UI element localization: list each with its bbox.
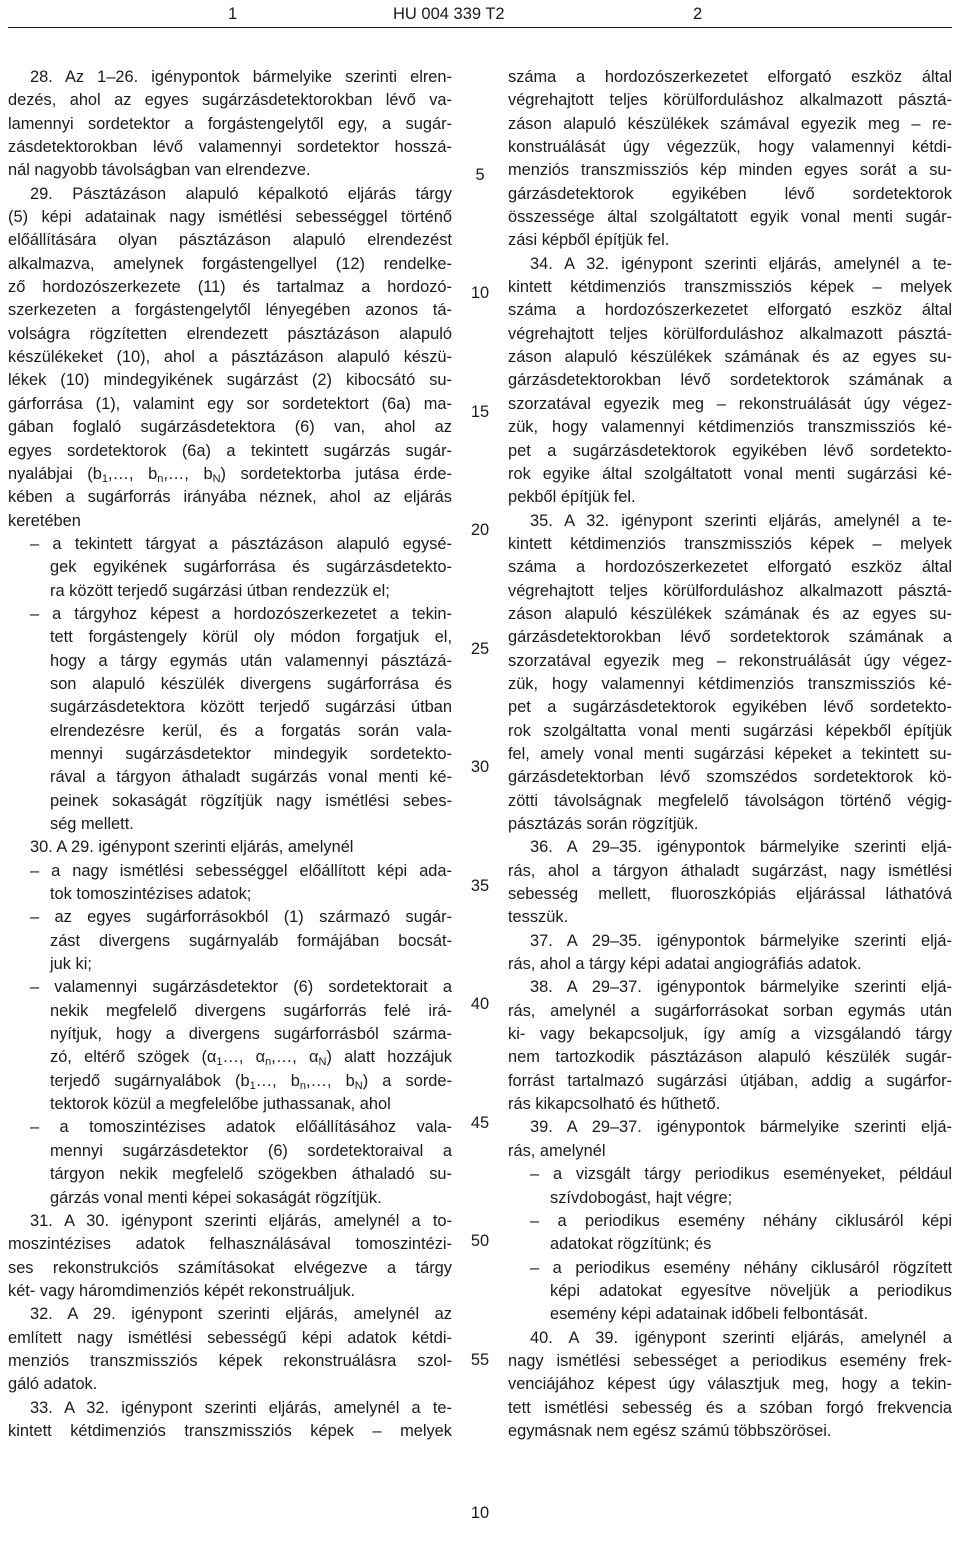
text-line: fel, amely vonal menti sugárzási képeket a tekintett su- (508, 744, 952, 763)
text-line: – a periodikus esemény néhány ciklusáról rögzített (530, 1258, 952, 1277)
text-line: 34. A 32. igénypont szerinti eljárás, amelynél a te- (530, 254, 952, 273)
text-line: kintett kétdimenziós transzmissziós képek – melyek (508, 278, 952, 297)
text-line: zásdetektorokban lévő valamennyi sordetektor hosszá- (8, 138, 452, 157)
text-line: – az egyes sugárforrásokból (1) származó sugár- (30, 908, 452, 927)
text-line: képi adatokat egyesítve növeljük a periodikus (550, 1281, 952, 1300)
text-line: kében a sugárforrás irányába néznek, ahol az eljárás (8, 488, 452, 507)
text-line: ség mellett. (50, 815, 134, 833)
text-line: (5) képi adatainak nagy ismétlési sebességgel történő (8, 208, 452, 227)
text-line: rás, amelynél (508, 1141, 606, 1160)
text-line: nyalábjai ($b_1,\dots$, $b_n,\dots$, $b_N$) sordetektorba jutása érde- (8, 464, 452, 485)
text-line: egymásnak nem egész számú többszörösei. (508, 1421, 832, 1440)
text-line: rok egyike által szolgáltatott vonal menti sugárzási ké- (508, 464, 952, 483)
line-number: 35 (470, 877, 490, 895)
text-line: lékek (10) mindegyikének sugárzást (2) kibocsátó su- (8, 371, 452, 390)
right-column (508, 66, 952, 1443)
footer-page-number: 10 (470, 1504, 490, 1522)
text-line: 38. A 29–37. igénypontok bármelyike szerinti eljá- (530, 978, 952, 997)
text-line: 40. A 39. igénypont szerinti eljárás, amelynél a (530, 1328, 952, 1347)
text-line: rás, ahol a tárgyon áthaladt sugárzást, nagy ismétlési (508, 861, 952, 880)
header-document-id: HU 004 339 T2 (393, 5, 505, 23)
text-line: tektorok közül a megfelelőbe juthassanak, ahol (50, 1095, 391, 1114)
text-line: gárzásdetektorok egyikében lévő sordetektorok (508, 184, 952, 203)
text-line: 28. Az 1–26. igénypontok bármelyike szerinti elren- (30, 68, 452, 86)
text-line: 37. A 29–35. igénypontok bármelyike szerinti eljá- (530, 931, 952, 950)
text-line: nál nagyobb távolságban van elrendezve. (8, 161, 311, 180)
text-line: menziós transzmissziós kép minden egyes sorát a su- (508, 161, 952, 180)
text-line: ses rekonstrukciós számításokat elvégezve a tárgy (8, 1258, 452, 1277)
text-line: ra között terjedő sugárzási útban rendezzük el; (50, 581, 390, 600)
text-line: tok tomoszintézises adatok; (50, 885, 252, 904)
text-line: tett forgástengely körül oly módon forgatjuk el, (50, 628, 452, 647)
line-number: 45 (470, 1114, 490, 1132)
text-line: – valamennyi sugárzásdetektor (6) sordetektorait a (30, 978, 452, 997)
text-line: gárzásdetektorokban lévő sordetektorok számának a (508, 371, 952, 390)
text-line: forrást tartalmazó sugárzási útjában, addig a sugárfor- (508, 1071, 952, 1090)
text-line: – a vizsgált tárgy periodikus eseményeket, például (530, 1165, 952, 1184)
text-line: venciájához képest úgy választjuk meg, hogy a tekin- (508, 1375, 952, 1394)
text-line: mennyi sugárzásdetektor mindegyik sordetekto- (50, 744, 452, 763)
text-line: adatokat rögzítünk; és (550, 1235, 712, 1254)
text-line: kintett kétdimenziós transzmissziós képek – melyek (508, 534, 952, 553)
text-line: zást divergens sugárnyaláb formájában bocsát- (50, 931, 452, 950)
line-number: 40 (470, 995, 490, 1013)
text-line: zó, eltérő szögek ($\alpha_1\dots$, $\alpha_n,\dots$, $\alpha_N$) alatt hozzájuk (50, 1048, 452, 1069)
text-line: egyes sordetektorok (6a) a tekintett sugárzás sugár- (8, 441, 452, 460)
text-line: 35. A 32. igénypont szerinti eljárás, amelynél a te- (530, 511, 952, 530)
text-line: gárzásdetektorokban lévő sordetektorok számának a (508, 628, 952, 647)
text-line: keretében (8, 511, 81, 530)
text-line: 32. A 29. igénypont szerinti eljárás, amelynél az (30, 1305, 452, 1324)
text-line: tett ismétlési sebesség és a szóban forgó frekvencia (508, 1398, 952, 1417)
line-number: 30 (470, 758, 490, 776)
line-number: 20 (470, 521, 490, 539)
text-line: nyítjuk, hogy a divergens sugárforrásból szárma- (50, 1025, 452, 1044)
text-line: tesszük. (508, 908, 569, 927)
text-line: nekik megfelelő divergens sugárforrás felé irá- (50, 1001, 452, 1020)
text-line: zási képből építjük fel. (508, 231, 670, 250)
text-line: gárzásdetektorban lévő szomszédos sordetektorok kö- (508, 768, 952, 787)
text-line: dezés, ahol az egyes sugárzásdetektorokban lévő va- (8, 91, 452, 110)
line-number: 15 (470, 403, 490, 421)
line-number: 55 (470, 1351, 490, 1369)
text-line: kintett kétdimenziós transzmissziós képek – melyek (8, 1421, 452, 1440)
text-line: záson alapuló készülékek számának és az egyes su- (508, 604, 952, 623)
text-line: gárforrása (1), valamint egy sor sordetektort (6a) ma- (8, 394, 452, 413)
left-column (8, 66, 452, 1443)
text-line: menziós transzmissziós képek rekonstruálásra szol- (8, 1351, 452, 1370)
text-line: rok szolgáltatta vonal menti sugárzási képekből építjük (508, 721, 952, 740)
text-line: zötti távolságnak megfelelő távolságon történő végig- (508, 791, 952, 810)
text-line: szerkezeten a forgástengelytől lényegében azonos tá- (8, 301, 452, 320)
text-line: végrehajtott teljes körülforduláshoz alkalmazott pásztá- (508, 324, 952, 343)
text-line: sebesség mellett, fluoroszkópiás eljárással láthatóvá (508, 885, 952, 904)
text-line: szívdobogást, hajt végre; (550, 1188, 733, 1207)
text-line: pet a sugárzásdetektorok egyikében lévő sordetekto- (508, 698, 952, 717)
text-line: záson alapuló készülékek számának és az egyes su- (508, 348, 952, 367)
text-line: – a tomoszintézises adatok előállításához vala- (30, 1118, 452, 1137)
text-line: előállítására olyan pásztázáson alapuló elrendezést (8, 231, 452, 250)
text-line: végrehajtott teljes körülforduláshoz alkalmazott pásztá- (508, 581, 952, 600)
text-line: konstruálását úgy végezzük, hogy valamennyi kétdi- (508, 138, 952, 157)
text-line: két- vagy háromdimenziós képét rekonstruáljuk. (8, 1281, 356, 1300)
text-line: son alapuló készülék divergens sugárforrása és (50, 674, 452, 693)
text-line: – a periodikus esemény néhány ciklusáról képi (530, 1211, 952, 1230)
text-line: elrendezésre kerül, és a forgatás során vala- (50, 721, 452, 740)
text-line: gek egyikének sugárforrása és sugárzásdetekto- (50, 558, 452, 577)
text-line: sugárzásdetektora között terjedő sugárzási útban (50, 698, 452, 717)
text-line: rával a tárgyon áthaladt sugárzás vonal menti ké- (50, 768, 452, 787)
text-line: volságra rögzítetten elrendezett pásztázáson alapuló (8, 324, 452, 343)
text-line: mennyi sugárzásdetektor (6) sordetektoraival a (50, 1141, 452, 1160)
text-line: 30. A 29. igénypont szerinti eljárás, amelynél (30, 838, 354, 857)
text-line: lamennyi sordetektor a forgástengelytől egy, a sugár- (8, 114, 452, 133)
text-line: száma a hordozószerkezetet elforgató eszköz által (508, 558, 952, 577)
text-line: tárgyon nekik megfelelő szögekben áthaladó su- (50, 1165, 452, 1184)
text-line: rás, ahol a tárgy képi adatai angiográfiás adatok. (508, 955, 862, 974)
text-line: – a tekintett tárgyat a pásztázáson alapuló egysé- (30, 534, 452, 553)
text-line: zük, hogy valamennyi kétdimenziós transzmissziós ké- (508, 674, 952, 693)
text-line: gárzás vonal menti képei sokaságát rögzítjük. (50, 1188, 382, 1207)
text-line: gáló adatok. (8, 1375, 98, 1394)
line-number: 10 (470, 284, 490, 302)
text-line: moszintézises adatok felhasználásával tomoszintézi- (8, 1235, 452, 1254)
text-line: pásztázás során rögzítjük. (508, 815, 699, 833)
text-line: – a nagy ismétlési sebességgel előállított képi ada- (30, 861, 452, 880)
text-line: záson alapuló készülékek számával egyezik meg – re- (508, 114, 952, 133)
text-line: juk ki; (50, 955, 92, 974)
text-line: rás, amelynél a sugárforrásokat sorban egymás után (508, 1001, 952, 1020)
text-line: szorzatával egyezik meg – rekonstruálását úgy végez- (508, 651, 952, 670)
text-line: esemény képi adatainak időbeli felbontását. (550, 1305, 869, 1324)
text-line: 36. A 29–35. igénypontok bármelyike szerinti eljá- (530, 838, 952, 857)
text-line: peinek sokaságát rögzítjük nagy ismétlési sebes- (50, 791, 452, 810)
text-line: összessége által szolgáltatott egyik vonal menti sugár- (508, 208, 952, 227)
text-line: gában foglaló sugárzásdetektora (6) van, ahol az (8, 418, 452, 437)
text-line: 39. A 29–37. igénypontok bármelyike szerinti eljá- (530, 1118, 952, 1137)
line-number: 50 (470, 1232, 490, 1250)
header-page-left: 1 (228, 5, 238, 23)
header-page-right: 2 (693, 5, 703, 23)
text-line: említett nagy ismétlési sebességű képi adatok kétdi- (8, 1328, 452, 1347)
text-line: terjedő sugárnyalábok ($b_1\dots$, $b_n,\dots$, $b_N$) a sorde- (50, 1071, 452, 1092)
text-line: zük, hogy valamennyi kétdimenziós transzmissziós ké- (508, 418, 952, 437)
header-rule (8, 27, 952, 28)
text-line: – a tárgyhoz képest a hordozószerkezetet a tekin- (30, 604, 452, 623)
text-line: száma a hordozószerkezetet elforgató eszköz által (508, 68, 952, 86)
text-line: ző hordozószerkezete (11) és tartalmaz a hordozó- (8, 278, 452, 297)
text-line: rás kikapcsolható és hűthető. (508, 1095, 721, 1114)
text-line: szorzatával egyezik meg – rekonstruálását úgy végez- (508, 394, 952, 413)
text-line: nagy ismétlési sebességet a periodikus esemény frek- (508, 1351, 952, 1370)
text-line: készülékeket (10), ahol a pásztázáson alapuló készü- (8, 348, 452, 367)
text-line: végrehajtott teljes körülforduláshoz alkalmazott pásztá- (508, 91, 952, 110)
text-line: nem tartozkodik pásztázáson alapuló készülék sugár- (508, 1048, 952, 1067)
text-line: 31. A 30. igénypont szerinti eljárás, amelynél a to- (30, 1211, 452, 1230)
text-line: 29. Pásztázáson alapuló képalkotó eljárás tárgy (30, 184, 452, 203)
text-line: száma a hordozószerkezetet elforgató eszköz által (508, 301, 952, 320)
line-number: 5 (475, 166, 485, 184)
text-line: pet a sugárzásdetektorok egyikében lévő sordetekto- (508, 441, 952, 460)
line-number: 25 (470, 640, 490, 658)
text-line: ki- vagy bekapcsoljuk, így amíg a vizsgálandó tárgy (508, 1025, 952, 1044)
text-line: pekből építjük fel. (508, 488, 636, 507)
text-line: alkalmazva, amelynek forgástengellyel (12) rendelke- (8, 254, 452, 273)
text-line: hogy a tárgy egymás után valamennyi pásztázá- (50, 651, 452, 670)
text-line: 33. A 32. igénypont szerinti eljárás, amelynél a te- (30, 1398, 452, 1417)
